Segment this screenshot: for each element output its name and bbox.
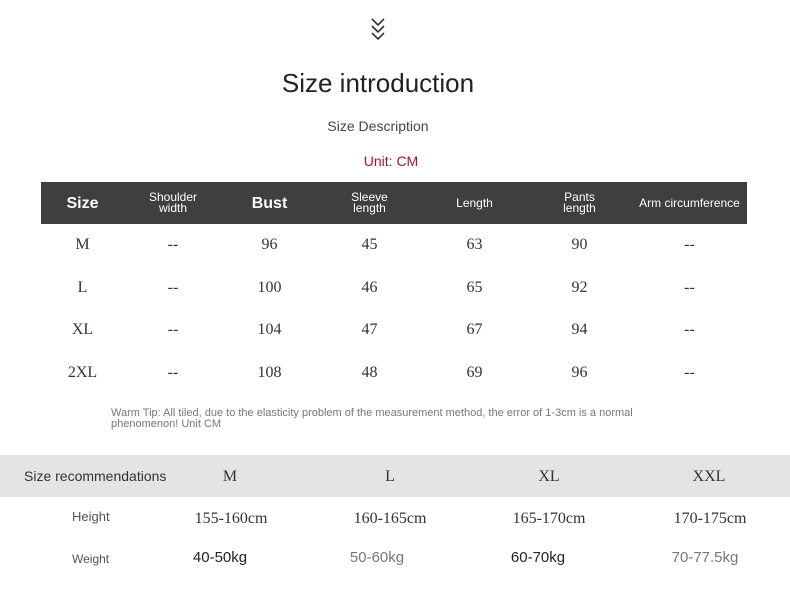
table-row bbox=[41, 224, 747, 267]
table-cell: -- bbox=[684, 321, 695, 339]
weight-value: 40-50kg bbox=[192, 549, 248, 566]
height-value: 165-170cm bbox=[512, 510, 586, 527]
size-recommendations-label: Size recommendations bbox=[24, 468, 167, 484]
height-label: Height bbox=[72, 509, 110, 524]
table-cell: 92 bbox=[571, 278, 588, 296]
table-header-row bbox=[41, 182, 747, 224]
table-cell: L bbox=[77, 278, 88, 296]
table-cell: 96 bbox=[571, 363, 588, 381]
weight-value: 50-60kg bbox=[349, 549, 405, 566]
table-cell: -- bbox=[167, 321, 179, 339]
table-cell: -- bbox=[684, 278, 695, 296]
table-cell: 90 bbox=[571, 236, 588, 254]
table-cell: 65 bbox=[466, 278, 483, 296]
column-header-arm-circumference: Arm circumference bbox=[632, 182, 747, 224]
column-header-length: Length bbox=[422, 182, 527, 224]
recommendation-size-xl: XL bbox=[538, 468, 560, 485]
table-cell: 104 bbox=[257, 321, 282, 339]
table-cell: -- bbox=[167, 278, 179, 296]
table-row bbox=[41, 267, 747, 310]
size-table bbox=[41, 182, 747, 394]
table-cell: 45 bbox=[361, 236, 378, 254]
unit-label: Unit: CM bbox=[363, 153, 419, 169]
table-cell: 2XL bbox=[67, 363, 98, 381]
page-subtitle: Size Description bbox=[327, 118, 429, 134]
table-cell: 108 bbox=[257, 363, 282, 381]
table-cell: M bbox=[75, 236, 90, 254]
table-cell: 63 bbox=[466, 236, 483, 254]
table-cell: 47 bbox=[361, 321, 378, 339]
column-header-size: Size bbox=[41, 182, 124, 224]
table-cell: 67 bbox=[466, 321, 483, 339]
warm-tip-note: Warm Tip: All tiled, due to the elasticity problem of the measurement method, the error of 1-3cm is a normal phenomenon! Unit CM bbox=[111, 407, 633, 430]
size-recommendations-bar bbox=[0, 455, 790, 497]
table-cell: XL bbox=[71, 321, 94, 339]
table-cell: 94 bbox=[571, 321, 588, 339]
recommendation-size-m: M bbox=[222, 468, 238, 485]
table-cell: 69 bbox=[466, 363, 483, 381]
weight-label: Weight bbox=[72, 552, 110, 566]
height-value: 160-165cm bbox=[353, 510, 427, 527]
weight-value: 70-77.5kg bbox=[671, 549, 739, 566]
table-cell: -- bbox=[167, 236, 179, 254]
height-value: 155-160cm bbox=[194, 510, 268, 527]
column-header-shoulder-width: Shoulder width bbox=[124, 182, 222, 224]
column-header-sleeve-length: Sleeve length bbox=[317, 182, 422, 224]
table-cell: -- bbox=[167, 363, 179, 381]
table-cell: -- bbox=[684, 363, 695, 381]
weight-value: 60-70kg bbox=[510, 549, 566, 566]
table-cell: 96 bbox=[261, 236, 278, 254]
height-value: 170-175cm bbox=[673, 510, 747, 527]
table-row bbox=[41, 352, 747, 395]
table-cell: 48 bbox=[361, 363, 378, 381]
recommendation-size-l: L bbox=[385, 468, 395, 485]
column-header-bust: Bust bbox=[222, 182, 317, 224]
table-cell: 100 bbox=[257, 278, 282, 296]
recommendation-size-xxl: XXL bbox=[692, 468, 726, 485]
column-header-pants-length: Pants length bbox=[527, 182, 632, 224]
table-row bbox=[41, 309, 747, 352]
table-cell: -- bbox=[684, 236, 695, 254]
chevron-down-icon bbox=[366, 14, 390, 44]
page-title: Size introduction bbox=[281, 68, 475, 98]
table-cell: 46 bbox=[361, 278, 378, 296]
